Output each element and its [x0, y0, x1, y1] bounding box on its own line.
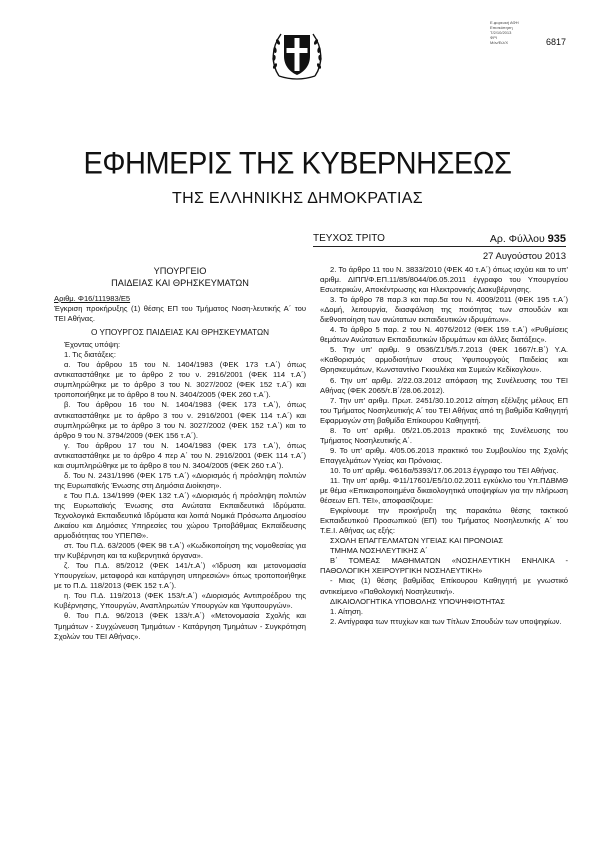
issue-date: 27 Αυγούστου 2013: [482, 251, 566, 262]
paragraph: Εγκρίνουμε την προκήρυξη της παρακάτω θέσης τακτικού Εκπαιδευτικού Προσωπικού (ΕΠ) του Τμήματος Νοσηλευτικής Α΄ του Τ.Ε.Ι. Αθήνας ως εξής:: [320, 506, 568, 536]
paragraph: 4. Το άρθρο 5 παρ. 2 του Ν. 4076/2012 (ΦΕΚ 159 τ.Α΄) «Ρυθμίσεις θεμάτων Ανώτατων Εκπαιδευτικών Ιδρυμάτων και άλλες διατάξεις».: [320, 325, 568, 345]
issue-label: ΤΕΥΧΟΣ ΤΡΙΤΟ: [313, 233, 385, 244]
paragraph: ζ. Του Π.Δ. 85/2012 (ΦΕΚ 141/τ.Α΄) «Ίδρυση και μετονομασία Υπουργείων, μεταφορά και κατάργηση υπηρεσιών» όπως τροποποιήθηκε με το Π.Δ. 118/2013 (ΦΕΚ 152 τ.Α΄).: [54, 561, 306, 591]
department-heading: ΤΜΗΜΑ ΝΟΣΗΛΕΥΤΙΚΗΣ Α΄: [330, 546, 428, 556]
greek-coat-of-arms-icon: [269, 26, 325, 84]
left-column: [54, 265, 306, 642]
paragraph: θ. Του Π.Δ. 96/2013 (ΦΕΚ 133/τ.Α΄) «Μετονομασία Σχολής και Τμημάτων - Συγχώνευση Τμημάτων - Κατάργηση Τμημάτων - Συγκρότηση Σχολών του ΤΕΙ Αθήνας».: [54, 611, 306, 641]
minister-heading: Ο ΥΠΟΥΡΓΟΣ ΠΑΙΔΕΙΑΣ ΚΑΙ ΘΡΗΣΚΕΥΜΑΤΩΝ: [91, 328, 269, 338]
paragraph: α. Του άρθρου 15 του Ν. 1404/1983 (ΦΕΚ 173 τ.Α΄) όπως αντικαταστάθηκε με το άρθρο 2 του ν. 2916/2001 (ΦΕΚ 114 τ.Α΄) συμπληρώθηκε με το άρθρο 3 του Ν. 3027/2002 (ΦΕΚ 152 τ.Α΄) και τροποποιήθηκε με το άρθρο 8 του Ν. 3404/2005 (ΦΕΚ 260 τ.Α΄).: [54, 360, 306, 400]
header-rule: [313, 246, 566, 247]
paragraph: 1. Τις διατάξεις:: [64, 350, 116, 360]
documents-heading: ΔΙΚΑΙΟΛΟΓΗΤΙΚΑ ΥΠΟΒΟΛΗΣ ΥΠΟΨΗΦΙΟΤΗΤΑΣ: [330, 596, 505, 606]
school-heading: ΣΧΟΛΗ ΕΠΑΓΓΕΛΜΑΤΩΝ ΥΓΕΙΑΣ ΚΑΙ ΠΡΟΝΟΙΑΣ: [330, 536, 504, 546]
paragraph: δ. Του Ν. 2431/1996 (ΦΕΚ 175 τ.Α΄) «Διορισμός ή πρόσληψη πολιτών της Ευρωπαϊκής Ένωσης στη Δημόσια Διοίκηση».: [54, 470, 306, 490]
right-column: [320, 265, 568, 627]
paragraph: 11. Την υπ' αριθμ. Φ11/17601/Ε5/10.02.2011 εγκύκλιο του Υπ.ΠΔΒΜΘ με θέμα «Επικαιροποιημένα δικαιολογητικά υποψηφίων για την πλήρωση θέσεων ΕΠ. ΤΕΙ», αποφασίζουμε:: [320, 475, 568, 506]
paragraph: 8. Το υπ' αριθμ. 05/21.05.2013 πρακτικό της Συνέλευσης του Τμήματος Νοσηλευτικής Α΄.: [320, 425, 568, 445]
paragraph: 7. Την υπ' αριθμ. Πρωτ. 2451/30.10.2012 αίτηση εξέλιξης μέλους ΕΠ του Τμήματος Νοσηλευτικής Α΄ του ΤΕΙ Αθήνας από τη βαθμίδα Καθηγητή Εφαρμογών στη βαθμίδα Επίκουρου Καθηγητή.: [320, 395, 568, 425]
paragraph: 9. Το υπ' αριθμ. 4/05.06.2013 πρακτικό του Συμβουλίου της Σχολής Επαγγελμάτων Υγείας και Πρόνοιας.: [320, 445, 568, 465]
ministry-heading: ΥΠΟΥΡΓΕΙΟ ΠΑΙΔΕΙΑΣ ΚΑΙ ΘΡΗΣΚΕΥΜΑΤΩΝ: [111, 266, 249, 288]
paragraph: - Μιας (1) θέσης βαθμίδας Επίκουρου Καθηγητή με γνωστικό αντικείμενο «Παθολογική Νοσηλευτική».: [320, 576, 568, 596]
page-number: 6817: [545, 37, 566, 47]
paragraph: 2. Το άρθρο 11 του Ν. 3833/2010 (ΦΕΚ 40 τ.Α΄) όπως ισχύει και το υπ' αριθμ. ΔΙΠΠ/Φ.ΕΠ.11/85/8044/06.05.2011 έγγραφο του Υπουργείου Εσωτερικών, Αποκέντρωσης και Ηλεκτρονικής Διακυβέρνησης.: [320, 265, 568, 295]
paragraph: β. Του άρθρου 16 του Ν. 1404/1983 (ΦΕΚ 173 τ.Α΄), όπως αντικαταστάθηκε με το άρθρο 3 του ν. 2916/2001 (ΦΕΚ 114 τ.Α΄) και συμπληρώθηκε με το άρθρο 3 του Ν. 3027/2002 (ΦΕΚ 152 τ.Α΄) και το άρθρο 9 του Ν. 3794/2009 (ΦΕΚ 156 τ.Α΄).: [54, 400, 306, 440]
paragraph: 10. Το υπ' αριθμ. Φ616α/5393/17.06.2013 έγγραφο του ΤΕΙ Αθήνας.: [330, 465, 559, 475]
paragraph: 3. Το άρθρο 78 παρ.3 και παρ.5α του Ν. 4009/2011 (ΦΕΚ 195 τ.Α΄) «Δομή, λειτουργία, διασφάλιση της ποιότητας των σπουδών και διεθνοποίηση των ανώτατων εκπαιδευτικών ιδρυμάτων».: [320, 295, 568, 325]
registry-stamp: Ε.φορευκή ΑΦΗ Επισκόπηση Τ/2/10/2013 ΦΡΙ Μόν/Ειλ/Χ: [490, 20, 519, 45]
paragraph: 5. Την υπ' αριθμ. 9 0536/Ζ1/5/5.7.2013 (ΦΕΚ 1667/τ.Β΄) Υ.Α. «Καθορισμός αρμοδιοτήτων στους Υφυπουργούς Παιδείας και Θρησκευμάτων, Κωνσταντίνο Γκιουλέκα και Συμεών Κεδίκογλου».: [320, 345, 568, 375]
paragraph: στ. Του Π.Δ. 63/2005 (ΦΕΚ 98 τ.Α΄) «Κωδικοποίηση της νομοθεσίας για την Κυβέρνηση και τα κυβερνητικά όργανα».: [54, 541, 306, 561]
paragraph: 2. Αντίγραφα των πτυχίων και των Τίτλων Σπουδών των υποψηφίων.: [330, 616, 562, 626]
paragraph: γ. Του άρθρου 17 του Ν. 1404/1983 (ΦΕΚ 173 τ.Α΄), όπως αντικαταστάθηκε με το άρθρο 4 περ Α΄ του Ν. 2916/2001 (ΦΕΚ 114 τ.Α΄) και συμπληρώθηκε με το άρθρο 8 του Ν. 3404/2005 (ΦΕΚ 260 τ.Α΄).: [54, 440, 306, 470]
decision-title: Έγκριση προκήρυξης (1) θέσης ΕΠ του Τμήματος Νοση-λευτικής Α΄ του ΤΕΙ Αθήνας.: [54, 304, 306, 324]
paragraph: Έχοντας υπόψη:: [64, 340, 121, 350]
decision-number: Αριθμ. Φ16/111983/Ε5: [54, 294, 131, 303]
sector-heading: Β΄ ΤΟΜΕΑΣ ΜΑΘΗΜΑΤΩΝ «ΝΟΣΗΛΕΥΤΙΚΗ ΕΝΗΛΙΚΑ - ΠΑΘΟΛΟΓΙΚΗ ΧΕΙΡΟΥΡΓΙΚΗ ΝΟΣΗΛΕΥΤΙΚΗ»: [320, 556, 568, 576]
gazette-title: ΕΦΗΜΕΡΙΣ ΤΗΣ ΚΥΒΕΡΝΗΣΕΩΣ: [83, 146, 512, 182]
gazette-subtitle: ΤΗΣ ΕΛΛΗΝΙΚΗΣ ΔΗΜΟΚΡΑΤΙΑΣ: [172, 190, 423, 207]
paragraph: 1. Αίτηση.: [330, 606, 364, 616]
sheet-number: Αρ. Φύλλου 935: [489, 233, 566, 245]
paragraph: ε Του Π.Δ. 134/1999 (ΦΕΚ 132 τ.Α΄) «Διορισμός ή πρόσληψη πολιτών της Ευρωπαϊκής Ένωσης στα Ανώτατα Εκπαιδευτικά Ιδρύματα. Τεχνολογικά Εκπαιδευτικά Ιδρύματα και λοιπά Νομικά Πρόσωπα Δημοσίου Δικαίου και Δημόσιες Υπηρεσίες του χώρου Τριτοβάθμιας Εκπαίδευσης αρμοδιότητας του ΥΠΕΠΘ».: [54, 490, 306, 541]
paragraph: η. Του Π.Δ. 119/2013 (ΦΕΚ 153/τ.Α΄) «Διορισμός Αντιπροέδρου της Κυβέρνησης, Υπουργών, Αναπληρωτών Υπουργών και Υφυπουργών».: [54, 591, 306, 611]
paragraph: 6. Την υπ' αριθμ. 2/22.03.2012 απόφαση της Συνέλευσης του ΤΕΙ Αθήνας (ΦΕΚ 2065/τ.Β΄/28.06.2012).: [320, 375, 568, 395]
